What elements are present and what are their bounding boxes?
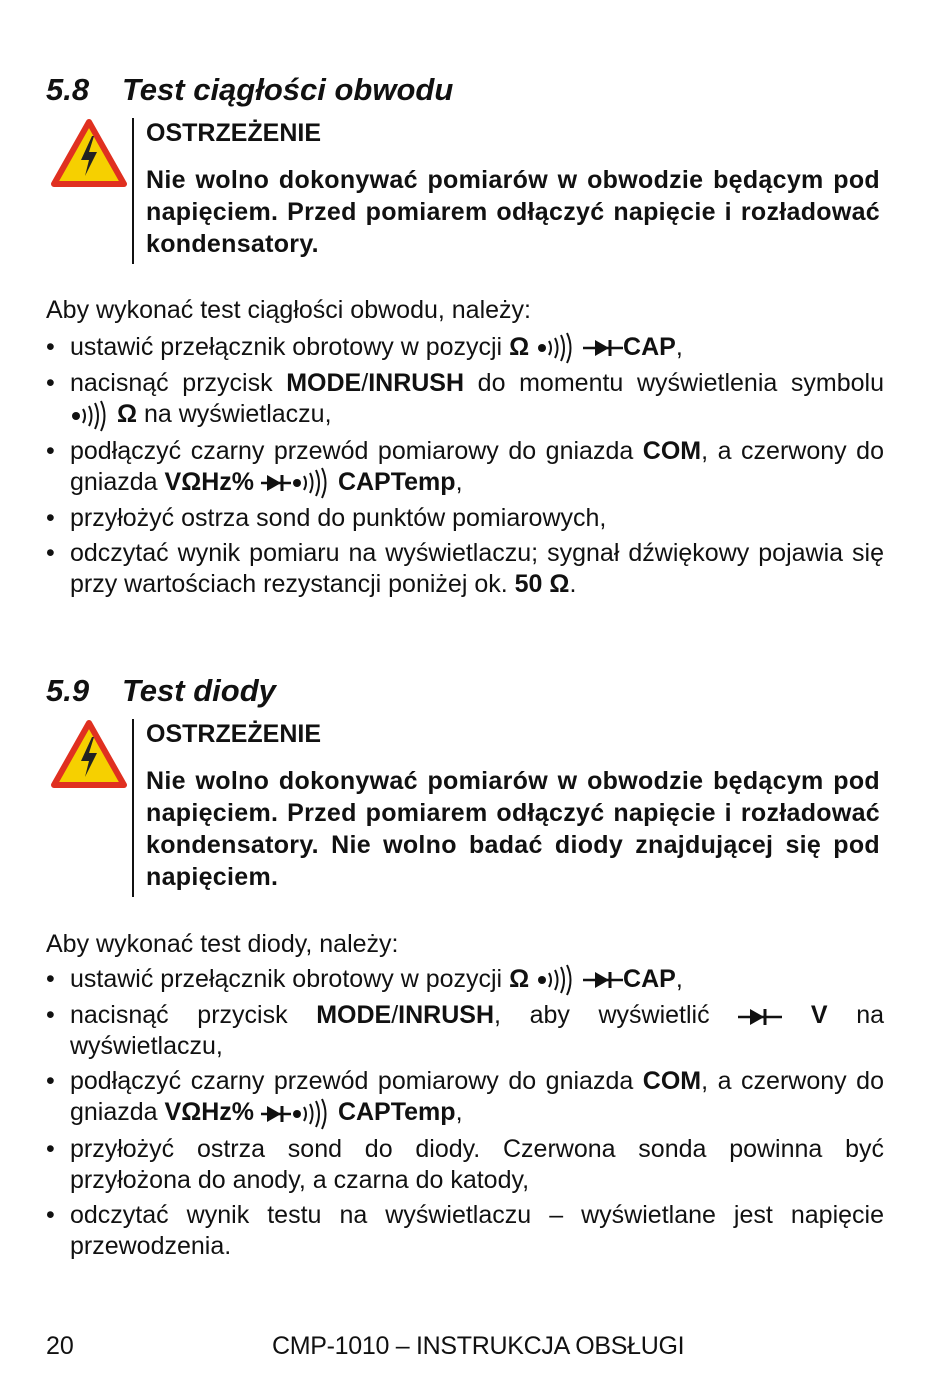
diode-icon [583, 337, 623, 359]
diode-icon [583, 969, 623, 991]
instruction-list [46, 332, 884, 604]
list-item: • podłączyć czarny przewód pomiarowy do gniazda COM, a czerwony do gniazda VΩHz% CAPTemp, [46, 436, 884, 499]
section-heading: 5.8 Test ciągłości obwodu [46, 72, 454, 107]
list-item: • nacisnąć przycisk MODE/INRUSH, aby wyświetlić V na wyświetlaczu, [46, 1001, 884, 1061]
document-title: CMP-1010 – INSTRUKCJA OBSŁUGI [272, 1332, 685, 1360]
warning-content [132, 719, 880, 897]
section-heading: 5.9 Test diody [46, 673, 276, 708]
list-item: • przyłożyć ostrza sond do punktów pomiarowych, [46, 504, 607, 533]
list-item: • ustawić przełącznik obrotowy w pozycji Ω CAP, [46, 964, 884, 996]
buzzer-icon [70, 400, 110, 432]
list-item: • nacisnąć przycisk MODE/INRUSH do momentu wyświetlenia symbolu Ω na wyświetlaczu, [46, 368, 884, 431]
high-voltage-warning-icon [50, 118, 128, 188]
warning-text: Nie wolno dokonywać pomiarów w obwodzie będącym pod napięciem. Przed pomiarem odłączyć napięcie i rozładować kondensatory. Nie wolno badać diody znajdującej się pod napięciem. [146, 767, 880, 891]
instruction-list [46, 964, 884, 1266]
intro-text: Aby wykonać test diody, należy: [46, 930, 399, 958]
warning-text: Nie wolno dokonywać pomiarów w obwodzie będącym pod napięciem. Przed pomiarem odłączyć napięcie i rozładować kondensatory. [146, 166, 880, 258]
diode-icon [261, 1103, 291, 1125]
buzzer-icon [536, 964, 576, 996]
high-voltage-warning-icon [50, 719, 128, 789]
warning-block [50, 118, 880, 264]
diode-icon [738, 1006, 782, 1028]
list-item: • ustawić przełącznik obrotowy w pozycji Ω CAP, [46, 332, 884, 364]
buzzer-icon [536, 332, 576, 364]
list-item: • przyłożyć ostrza sond do diody. Czerwona sonda powinna być przyłożona do anody, a czarna do katody, [46, 1134, 884, 1194]
warning-title: OSTRZEŻENIE [146, 720, 322, 748]
diode-icon [261, 472, 291, 494]
warning-block [50, 719, 880, 897]
warning-content [132, 118, 880, 264]
intro-text: Aby wykonać test ciągłości obwodu, należy: [46, 296, 531, 324]
list-item: • odczytać wynik testu na wyświetlaczu – wyświetlane jest napięcie przewodzenia. [46, 1200, 884, 1260]
list-item: • odczytać wynik pomiaru na wyświetlaczu; sygnał dźwiękowy pojawia się przy wartościach rezystancji poniżej ok. 50 Ω. [46, 539, 884, 599]
list-item: • podłączyć czarny przewód pomiarowy do gniazda COM, a czerwony do gniazda VΩHz% CAPTemp, [46, 1066, 884, 1129]
page-number: 20 [46, 1332, 74, 1360]
buzzer-icon [291, 1098, 331, 1130]
warning-title: OSTRZEŻENIE [146, 119, 322, 147]
buzzer-icon [291, 467, 331, 499]
